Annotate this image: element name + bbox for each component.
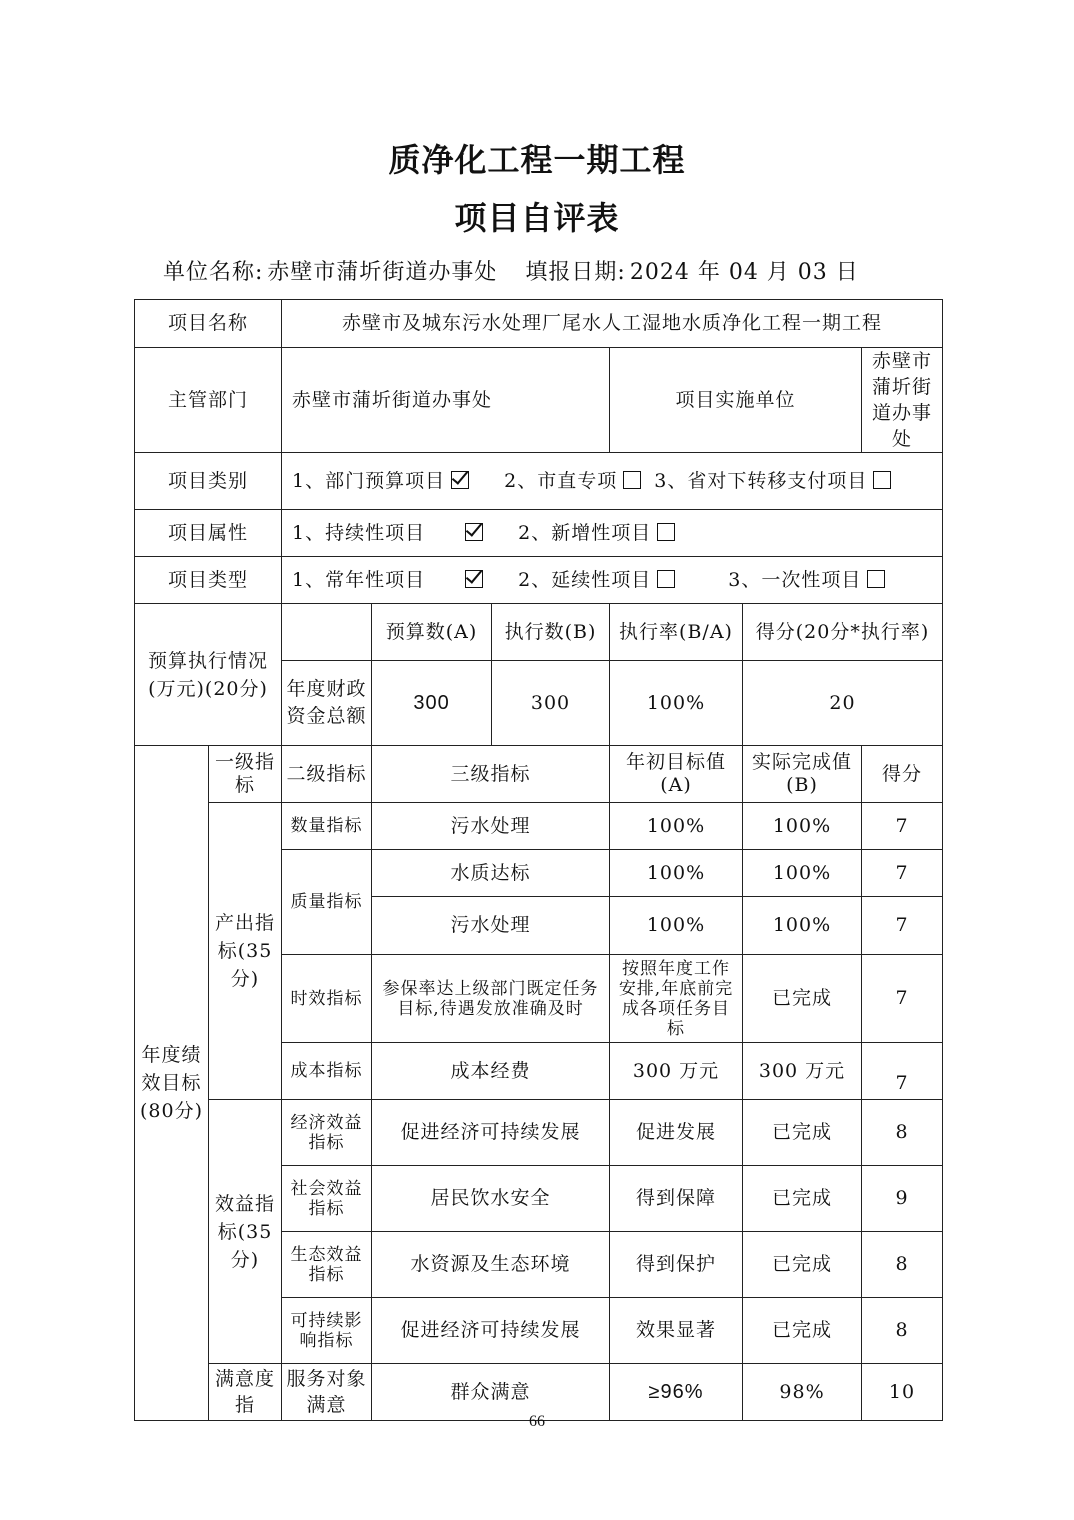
- perf-l3: 污水处理: [372, 897, 610, 955]
- perf-target: 100%: [610, 803, 743, 850]
- row-budget-header: [135, 604, 943, 661]
- perf-actual: 100%: [743, 803, 862, 850]
- perf-target: 得到保护: [610, 1232, 743, 1298]
- type-label: 项目类型: [135, 557, 282, 604]
- type-option-3: 3、一次性项目: [728, 568, 862, 591]
- category-options: [282, 453, 943, 510]
- table-row: [135, 1100, 943, 1166]
- category-label: 项目类别: [135, 453, 282, 510]
- budget-col-rate: 执行率(B/A): [610, 604, 743, 661]
- perf-target: 按照年度工作安排,年底前完成各项任务目标: [610, 955, 743, 1043]
- perf-target: 100%: [610, 897, 743, 955]
- perf-l2: 可持续影响指标: [282, 1298, 372, 1364]
- perf-actual: 已完成: [743, 1166, 862, 1232]
- perf-score: 7: [862, 955, 943, 1043]
- project-name-label: 项目名称: [135, 300, 282, 348]
- perf-l2: 质量指标: [282, 850, 372, 955]
- row-type: [135, 557, 943, 604]
- budget-rate: 100%: [610, 661, 743, 746]
- budget-label: 预算执行情况(万元)(20分): [135, 604, 282, 746]
- perf-score: 7: [862, 850, 943, 897]
- perf-l2: 成本指标: [282, 1043, 372, 1100]
- perf-group-label: 年度绩效目标(80分): [135, 746, 209, 1421]
- output-label: 产出指标(35分): [209, 803, 282, 1100]
- page-number: 66: [529, 1413, 545, 1430]
- self-evaluation-table: [134, 299, 943, 1421]
- row-dept: [135, 348, 943, 453]
- perf-l3: 参保率达上级部门既定任务目标,待遇发放准确及时: [372, 955, 610, 1043]
- perf-actual: 已完成: [743, 1232, 862, 1298]
- category-option-1: 1、部门预算项目: [292, 470, 446, 492]
- unit-value: 赤壁市蒲圻街道办事处: [267, 260, 498, 285]
- budget-col-a: 预算数(A): [372, 604, 492, 661]
- perf-l3: 促进经济可持续发展: [372, 1100, 610, 1166]
- perf-target: 促进发展: [610, 1100, 743, 1166]
- category-option-3: 3、省对下转移支付项目: [654, 470, 868, 492]
- budget-blank: [282, 604, 372, 661]
- type-options: [282, 557, 943, 604]
- perf-col-actual: 实际完成值(B): [743, 746, 862, 803]
- row-attr: [135, 510, 943, 557]
- budget-score: 20: [743, 661, 943, 746]
- perf-actual: 已完成: [743, 955, 862, 1043]
- perf-l2: 时效指标: [282, 955, 372, 1043]
- perf-l3: 水质达标: [372, 850, 610, 897]
- perf-l2: 社会效益指标: [282, 1166, 372, 1232]
- perf-target: 得到保障: [610, 1166, 743, 1232]
- checkbox-empty-icon: [657, 523, 675, 541]
- perf-score: 8: [862, 1298, 943, 1364]
- perf-actual: 98%: [743, 1364, 862, 1421]
- perf-target: 300 万元: [610, 1043, 743, 1100]
- category-option-2: 2、市直专项: [504, 470, 618, 492]
- perf-target: 效果显著: [610, 1298, 743, 1364]
- checkbox-empty-icon: [623, 471, 641, 489]
- benefit-label: 效益指标(35分): [209, 1100, 282, 1364]
- checkbox-empty-icon: [867, 570, 885, 588]
- checkbox-checked-icon: [465, 570, 483, 588]
- checkbox-checked-icon: [451, 471, 469, 489]
- row-perf-header: [135, 746, 943, 803]
- checkbox-empty-icon: [657, 570, 675, 588]
- perf-col-l1: 一级指标: [209, 746, 282, 803]
- perf-col-target: 年初目标值(A): [610, 746, 743, 803]
- type-option-1: 1、常年性项目: [292, 568, 426, 591]
- perf-score: 9: [862, 1166, 943, 1232]
- impl-value: 赤壁市蒲圻街道办事处: [862, 348, 943, 453]
- document-title-line2: 项目自评表: [454, 199, 620, 237]
- budget-col-score: 得分(20分*执行率): [743, 604, 943, 661]
- budget-b: 300: [492, 661, 610, 746]
- unit-label: 单位名称:: [163, 260, 264, 285]
- perf-score: 8: [862, 1100, 943, 1166]
- meta-line: [163, 255, 863, 286]
- impl-label: 项目实施单位: [610, 348, 862, 453]
- perf-score: 8: [862, 1232, 943, 1298]
- perf-l3: 群众满意: [372, 1364, 610, 1421]
- project-name-value: 赤壁市及城东污水处理厂尾水人工湿地水质净化工程一期工程: [282, 300, 943, 348]
- row-category: [135, 453, 943, 510]
- dept-label: 主管部门: [135, 348, 282, 453]
- perf-col-l3: 三级指标: [372, 746, 610, 803]
- perf-score: 7: [862, 897, 943, 955]
- perf-target: ≥96%: [610, 1364, 743, 1421]
- perf-score: 7: [862, 1043, 943, 1100]
- perf-target: 100%: [610, 850, 743, 897]
- perf-l3: 成本经费: [372, 1043, 610, 1100]
- perf-score: 7: [862, 803, 943, 850]
- perf-l3: 水资源及生态环境: [372, 1232, 610, 1298]
- perf-l2: 生态效益指标: [282, 1232, 372, 1298]
- table-row: [135, 1364, 943, 1421]
- document-title-line1: 质净化工程一期工程: [388, 141, 686, 179]
- dept-value: 赤壁市蒲圻街道办事处: [282, 348, 610, 453]
- perf-actual: 100%: [743, 897, 862, 955]
- perf-l3: 污水处理: [372, 803, 610, 850]
- attr-option-2: 2、新增性项目: [518, 521, 652, 544]
- perf-col-l2: 二级指标: [282, 746, 372, 803]
- perf-actual: 300 万元: [743, 1043, 862, 1100]
- perf-l2: 服务对象满意: [282, 1364, 372, 1421]
- date-value: 2024 年 04 月 03 日: [629, 260, 859, 285]
- perf-l3: 居民饮水安全: [372, 1166, 610, 1232]
- budget-row-label: 年度财政资金总额: [282, 661, 372, 746]
- perf-l3: 促进经济可持续发展: [372, 1298, 610, 1364]
- budget-a: 300: [372, 661, 492, 746]
- perf-col-score: 得分: [862, 746, 943, 803]
- checkbox-checked-icon: [465, 523, 483, 541]
- perf-actual: 已完成: [743, 1100, 862, 1166]
- attr-options: [282, 510, 943, 557]
- satisfaction-label: 满意度指: [209, 1364, 282, 1421]
- date-label: 填报日期:: [525, 260, 626, 285]
- checkbox-empty-icon: [873, 471, 891, 489]
- attr-label: 项目属性: [135, 510, 282, 557]
- perf-score: 10: [862, 1364, 943, 1421]
- perf-actual: 100%: [743, 850, 862, 897]
- attr-option-1: 1、持续性项目: [292, 521, 426, 544]
- type-option-2: 2、延续性项目: [518, 568, 652, 591]
- row-project-name: [135, 300, 943, 348]
- table-row: [135, 803, 943, 850]
- budget-col-b: 执行数(B): [492, 604, 610, 661]
- perf-l2: 经济效益指标: [282, 1100, 372, 1166]
- perf-actual: 已完成: [743, 1298, 862, 1364]
- perf-l2: 数量指标: [282, 803, 372, 850]
